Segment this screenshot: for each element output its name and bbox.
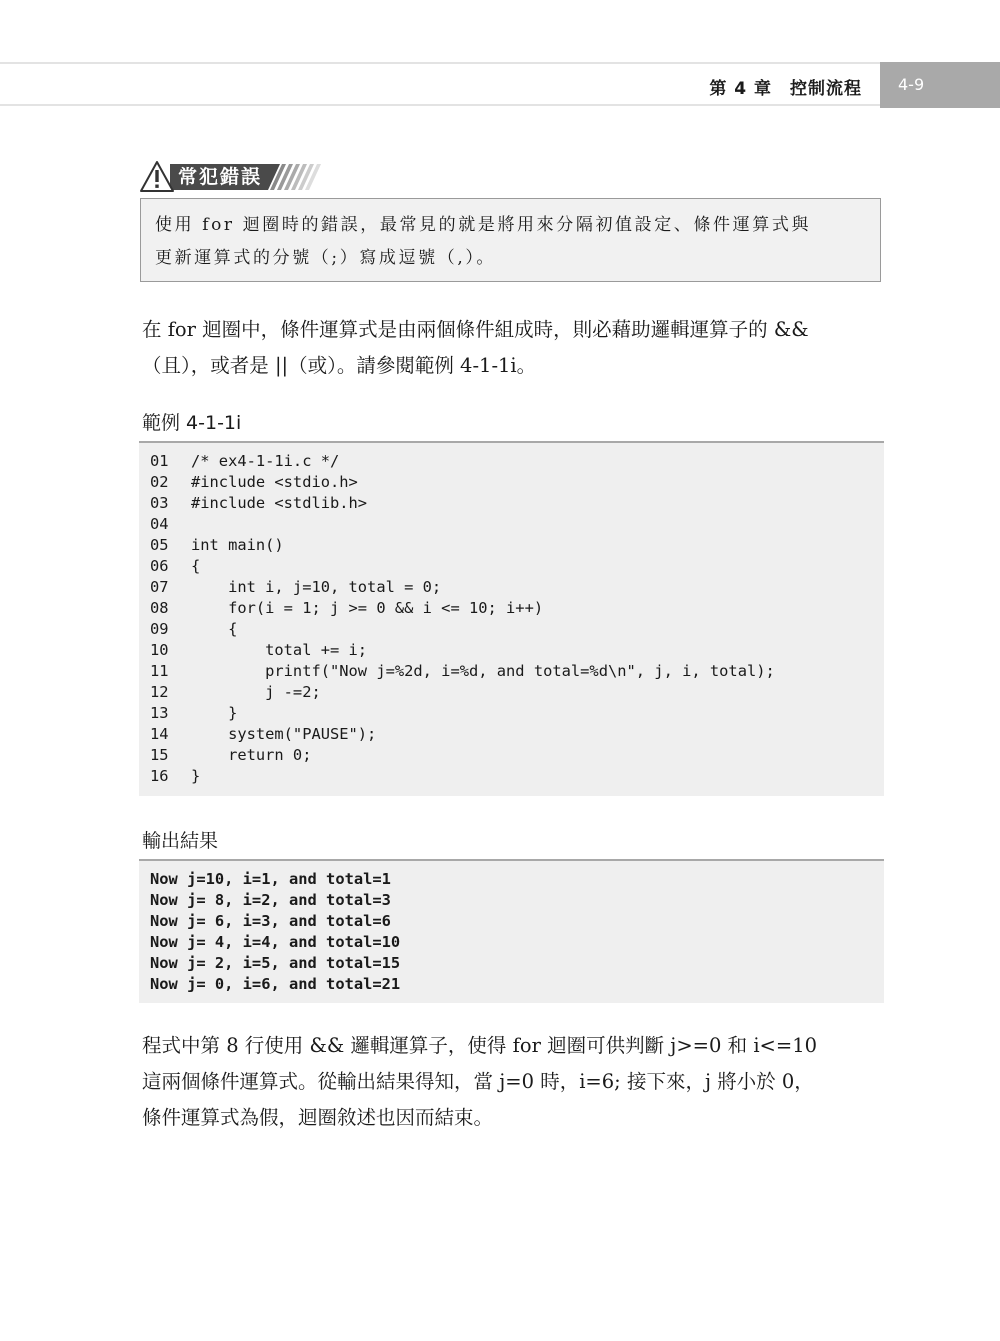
code-text: int i, j=10, total = 0; [191,578,442,596]
line-number: 11 [150,662,169,680]
line-number: 14 [150,725,169,743]
code-line [139,745,884,766]
code-text: j -=2; [191,683,321,701]
code-line [139,619,884,640]
line-number: 10 [150,641,169,659]
line-number: 07 [150,578,169,596]
line-number: 13 [150,704,169,722]
code-listing [139,441,884,796]
paragraph-line: （且），或者是 ||（或）。請參閱範例 4-1-1i。 [142,354,537,377]
code-line [139,766,884,787]
line-number: 16 [150,767,169,785]
code-line [139,514,884,535]
code-text: for(i = 1; j >= 0 && i <= 10; i++) [191,599,544,617]
code-line [139,535,884,556]
output-label: 輸出結果 [142,830,219,852]
line-number: 08 [150,599,169,617]
code-text: /* ex4-1-1i.c */ [191,452,340,470]
code-text: int main() [191,536,284,554]
line-number: 12 [150,683,169,701]
line-number: 02 [150,473,169,491]
warning-label: 常犯錯誤 [178,166,263,188]
explanation-paragraph [142,1028,887,1136]
program-output [139,859,884,1003]
paragraph-line: 條件運算式為假，迴圈敘述也因而結束。 [142,1106,494,1129]
code-text: printf("Now j=%2d, i=%d, and total=%d\n", j, i, total); [191,662,775,680]
code-line [139,556,884,577]
code-text: return 0; [191,746,312,764]
line-number: 05 [150,536,169,554]
line-number: 04 [150,515,169,533]
output-line: Now j= 8, i=2, and total=3 [150,891,391,909]
paragraph-line: 程式中第 8 行使用 && 邏輯運算子，使得 for 迴圈可供判斷 j>=0 和 i<=10 [142,1034,818,1057]
paragraph-line: 在 for 迴圈中，條件運算式是由兩個條件組成時，則必藉助邏輯運算子的 && [142,318,809,341]
code-line [139,451,884,472]
line-number: 01 [150,452,169,470]
code-line [139,682,884,703]
warning-box [140,198,881,282]
output-line: Now j= 4, i=4, and total=10 [150,933,401,951]
page-number: 4-9 [880,62,1000,108]
code-text: } [191,704,238,722]
line-number: 15 [150,746,169,764]
code-line [139,703,884,724]
output-line: Now j= 0, i=6, and total=21 [150,975,401,993]
code-text: total += i; [191,641,368,659]
chapter-title: 第 4 章 控制流程 [709,79,862,99]
code-line [139,577,884,598]
output-line: Now j=10, i=1, and total=1 [150,870,391,888]
warning-triangle-icon [141,162,173,191]
example-label: 範例 4-1-1i [142,412,242,434]
paragraph-line: 這兩個條件運算式。從輸出結果得知，當 j=0 時，i=6; 接下來，j 將小於 0， [142,1070,814,1093]
code-text: { [191,557,201,575]
line-number: 06 [150,557,169,575]
output-line: Now j= 2, i=5, and total=15 [150,954,401,972]
intro-paragraph [142,312,887,384]
code-text: system("PAUSE"); [191,725,377,743]
code-text: } [191,767,201,785]
code-line [139,661,884,682]
code-line [139,472,884,493]
warning-text-line: 更新運算式的分號（;）寫成逗號（,）。 [155,248,497,268]
code-line [139,598,884,619]
code-text: #include <stdlib.h> [191,494,368,512]
code-text: #include <stdio.h> [191,473,358,491]
code-line [139,493,884,514]
warning-badge [140,160,335,194]
code-line [139,640,884,661]
output-line: Now j= 6, i=3, and total=6 [150,912,391,930]
warning-text-line: 使用 for 迴圈時的錯誤，最常見的就是將用來分隔初值設定、條件運算式與 [155,215,812,235]
line-number: 03 [150,494,169,512]
line-number: 09 [150,620,169,638]
code-text: { [191,620,238,638]
code-line [139,724,884,745]
